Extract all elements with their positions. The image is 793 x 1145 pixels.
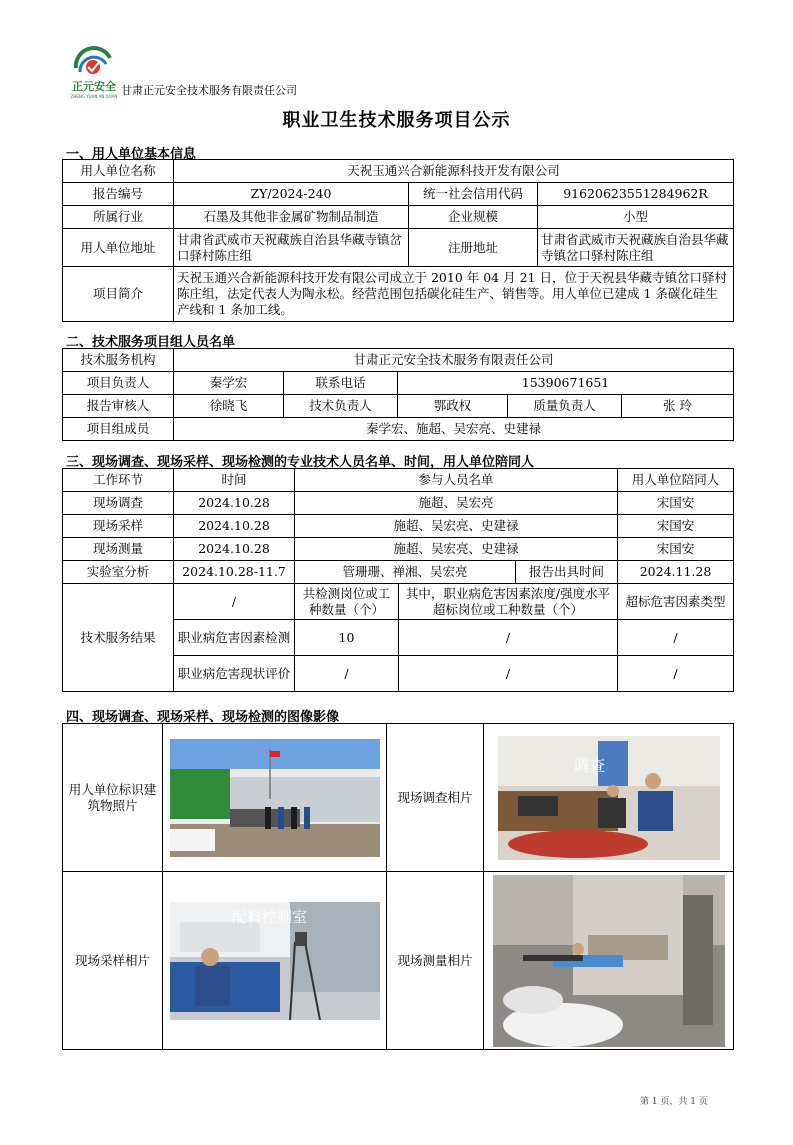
lab-label: 实验室分析 <box>63 561 174 584</box>
reg-address-value: 甘肃省武威市天祝藏族自治县华藏寺镇岔口驿村陈庄组 <box>538 229 734 267</box>
time-cell: 2024.10.28 <box>174 515 295 538</box>
photo2-label: 现场调查相片 <box>387 724 484 872</box>
eval-label: 职业病危害现状评价 <box>174 656 295 692</box>
report-no-value: ZY/2024-240 <box>174 183 409 206</box>
table-row <box>63 492 734 515</box>
people-cell: 施超、吴宏亮、史建禄 <box>295 538 618 561</box>
sampling-photo <box>170 902 380 1020</box>
section2-title: 二、技术服务项目组人员名单 <box>66 335 236 350</box>
eval-type: / <box>618 656 734 692</box>
section1-title: 一、用人单位基本信息 <box>66 147 197 162</box>
measurement-photo <box>493 875 725 1047</box>
photo1-label: 用人单位标识建筑物照片 <box>63 724 163 872</box>
people-cell: 施超、吴宏亮、史建禄 <box>295 515 618 538</box>
survey-overlay-text: 调查 <box>572 755 605 775</box>
industry-value: 石墨及其他非金属矿物制品制造 <box>174 206 409 229</box>
escort-cell: 宋国安 <box>618 492 734 515</box>
photo4-label: 现场测量相片 <box>387 872 484 1050</box>
result-slash: / <box>174 584 295 620</box>
col-stage: 工作环节 <box>63 469 174 492</box>
credit-code-label: 统一社会信用代码 <box>409 183 538 206</box>
letterhead <box>66 38 466 102</box>
lab-people: 管珊珊、禅湘、吴宏亮 <box>295 561 516 584</box>
members-label: 项目组成员 <box>63 418 174 441</box>
org-label: 技术服务机构 <box>63 349 174 372</box>
industry-label: 所属行业 <box>63 206 174 229</box>
quality-label: 质量负责人 <box>508 395 622 418</box>
detect-label: 职业病危害因素检测 <box>174 620 295 656</box>
col-people: 参与人员名单 <box>295 469 618 492</box>
scale-value: 小型 <box>538 206 734 229</box>
credit-code-value: 91620623551284962R <box>538 183 734 206</box>
lab-time: 2024.10.28-11.7 <box>174 561 295 584</box>
report-no-label: 报告编号 <box>63 183 174 206</box>
time-cell: 2024.10.28 <box>174 492 295 515</box>
eval-exceed: / <box>399 656 618 692</box>
scale-label: 企业规模 <box>409 206 538 229</box>
escort-cell: 宋国安 <box>618 538 734 561</box>
escort-cell: 宋国安 <box>618 515 734 538</box>
detect-exceed: / <box>399 620 618 656</box>
stage-cell: 现场测量 <box>63 538 174 561</box>
photo3-label: 现场采样相片 <box>63 872 163 1050</box>
stage-cell: 现场调查 <box>63 492 174 515</box>
members-value: 秦学宏、施超、吴宏亮、史建禄 <box>174 418 734 441</box>
team-table <box>62 348 734 441</box>
time-cell: 2024.10.28 <box>174 538 295 561</box>
tech-label: 技术负责人 <box>284 395 398 418</box>
stage-cell: 现场采样 <box>63 515 174 538</box>
document-title: 职业卫生技术服务项目公示 <box>282 110 511 131</box>
result-header-exceed: 其中，职业病危害因素浓度/强度水平超标岗位或工种数量（个） <box>399 584 618 620</box>
section4-title: 四、现场调查、现场采样、现场检测的图像影像 <box>66 710 340 725</box>
report-date-label: 报告出具时间 <box>516 561 618 584</box>
table-row <box>63 538 734 561</box>
detect-count: 10 <box>295 620 399 656</box>
intro-label: 项目简介 <box>63 267 174 322</box>
company-logo-icon <box>66 38 122 100</box>
building-photo <box>170 739 380 857</box>
page-number: 第 1 页，共 1 页 <box>640 1097 708 1107</box>
address-label: 用人单位地址 <box>63 229 174 267</box>
svg-text:ZHENG YUAN AN QUAN: ZHENG YUAN AN QUAN <box>70 94 118 99</box>
address-value: 甘肃省武威市天祝藏族自治县华藏寺镇岔口驿村陈庄组 <box>174 229 409 267</box>
detect-type: / <box>618 620 734 656</box>
leader-value: 秦学宏 <box>174 372 284 395</box>
sampling-overlay-text: 配料控制室 <box>231 907 307 926</box>
result-header-count: 共检测岗位或工种数量（个） <box>295 584 399 620</box>
reg-address-label: 注册地址 <box>409 229 538 267</box>
col-escort: 用人单位陪同人 <box>618 469 734 492</box>
fieldwork-table <box>62 468 734 692</box>
employer-info-table <box>62 159 734 322</box>
reviewer-label: 报告审核人 <box>63 395 174 418</box>
eval-count: / <box>295 656 399 692</box>
employer-name-label: 用人单位名称 <box>63 160 174 183</box>
result-header-type: 超标危害因素类型 <box>618 584 734 620</box>
phone-value: 15390671651 <box>398 372 734 395</box>
table-row <box>63 515 734 538</box>
report-date-value: 2024.11.28 <box>618 561 734 584</box>
result-label: 技术服务结果 <box>63 584 174 692</box>
intro-value: 天祝玉通兴合新能源科技开发有限公司成立于 2010 年 04 月 21 日，位于天祝县华藏寺镇岔口驿村陈庄组，法定代表人为陶永松。经营范围包括碳化硅生产、销售等。用人单位已建成 1 条碳化硅生产线和 1 条加工线。 <box>174 267 734 322</box>
section3-title: 三、现场调查、现场采样、现场检测的专业技术人员名单、时间，用人单位陪同人 <box>66 455 535 470</box>
leader-label: 项目负责人 <box>63 372 174 395</box>
svg-text:正元安全: 正元安全 <box>72 80 116 93</box>
org-value: 甘肃正元安全技术服务有限责任公司 <box>174 349 734 372</box>
people-cell: 施超、吴宏亮 <box>295 492 618 515</box>
col-time: 时间 <box>174 469 295 492</box>
phone-label: 联系电话 <box>284 372 398 395</box>
employer-name-value: 天祝玉通兴合新能源科技开发有限公司 <box>174 160 734 183</box>
photo-table <box>62 723 734 1050</box>
survey-photo <box>498 736 720 860</box>
quality-value: 张 玲 <box>622 395 734 418</box>
reviewer-value: 徐晓飞 <box>174 395 284 418</box>
tech-value: 鄂政权 <box>398 395 508 418</box>
letterhead-company: 甘肃正元安全技术服务有限责任公司 <box>121 84 297 97</box>
